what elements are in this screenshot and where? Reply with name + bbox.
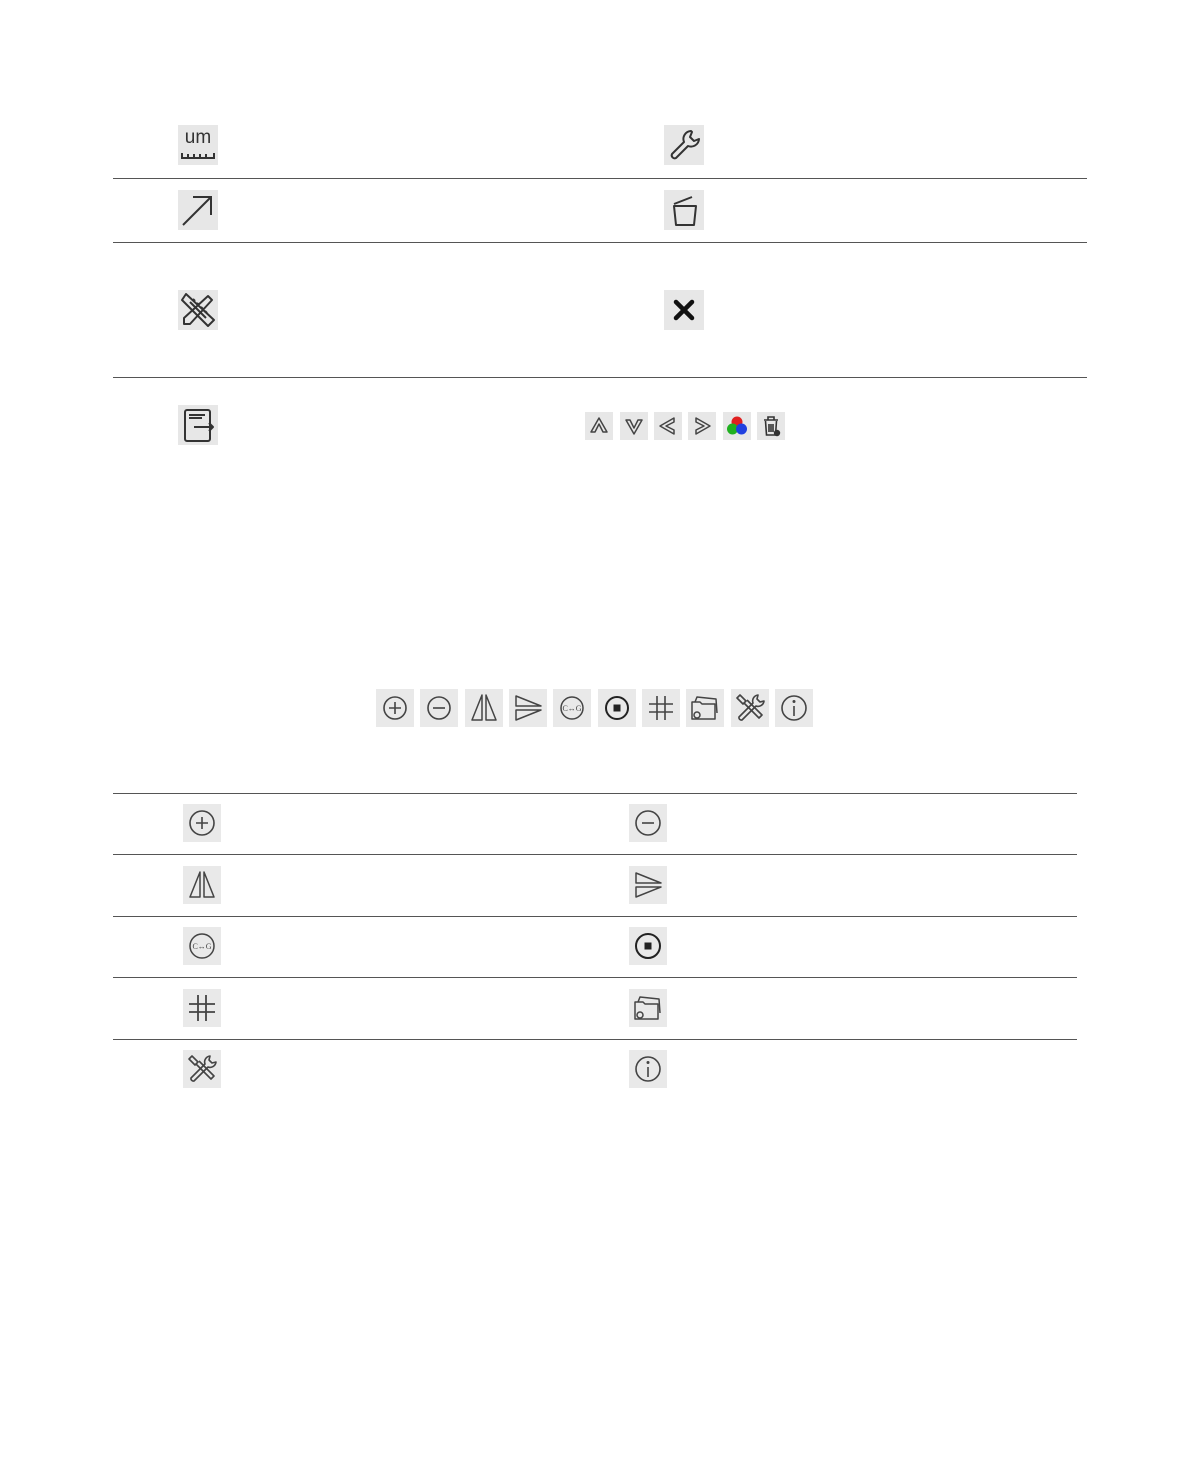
c-to-g-icon [183,927,221,965]
down-icon [620,412,648,440]
table-rule [113,854,1077,855]
wrench-icon [664,125,704,165]
zoom-in-icon [376,689,414,727]
c-to-g-icon [553,689,591,727]
table-rule [113,242,1087,243]
flip-horizontal-icon [183,866,221,904]
table-rule [113,178,1087,179]
trash-icon [757,412,785,440]
export-icon [178,405,218,445]
table-rule [113,377,1087,378]
tools-icon [731,689,769,727]
flip-horizontal-icon [465,689,503,727]
tools-icon [183,1050,221,1088]
zoom-in-icon [183,804,221,842]
c-to-g-label: C↔G [562,704,582,713]
table-rule [113,1039,1077,1040]
measure-tool-icon [178,290,218,330]
grid-icon [642,689,680,727]
up-icon [585,412,613,440]
table-rule [113,916,1077,917]
info-icon [775,689,813,727]
record-icon [598,689,636,727]
flip-vertical-icon [509,689,547,727]
close-icon [664,290,704,330]
bucket-icon [664,190,704,230]
grid-icon [183,989,221,1027]
arrow-icon [178,190,218,230]
c-to-g-label: C↔G [192,942,212,951]
open-folder-icon [686,689,724,727]
right-icon [688,412,716,440]
zoom-out-icon [629,804,667,842]
info-icon [629,1050,667,1088]
zoom-out-icon [420,689,458,727]
left-icon [654,412,682,440]
table-rule [113,793,1077,794]
record-icon [629,927,667,965]
open-folder-icon [629,989,667,1027]
um-ruler-icon [178,125,218,165]
um-label: um [184,127,212,148]
flip-vertical-icon [629,866,667,904]
table-rule [113,977,1077,978]
rgb-color-icon [723,412,751,440]
